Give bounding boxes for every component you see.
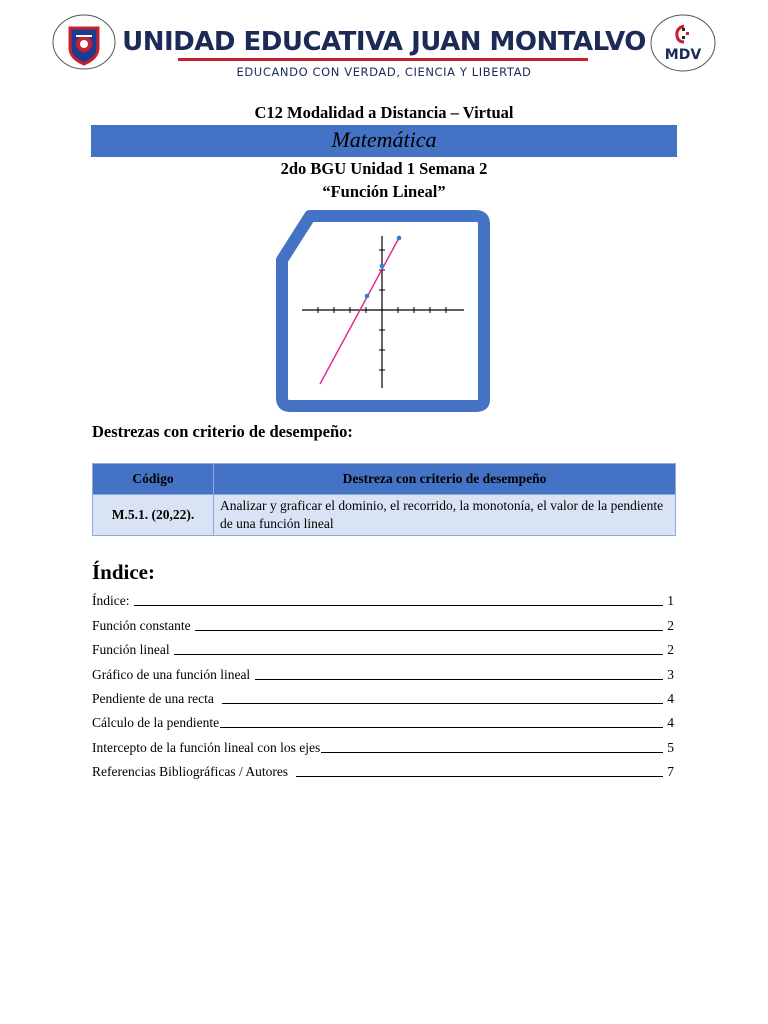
toc-entry-label: Función lineal: [92, 642, 173, 658]
linear-function-graph-icon: [272, 208, 494, 414]
subject-banner: Matemática: [91, 125, 677, 157]
school-motto: EDUCANDO CON VERDAD, CIENCIA Y LIBERTAD: [236, 65, 532, 79]
toc-leader-line: [296, 775, 663, 777]
skill-code: M.5.1. (20,22).: [93, 495, 214, 536]
toc-entry[interactable]: [92, 658, 674, 682]
toc-entry-label: Referencias Bibliográficas / Autores: [92, 764, 295, 780]
toc-leader-line: [174, 653, 663, 655]
column-header-skill: Destreza con criterio de desempeño: [214, 464, 676, 495]
toc-entry-label: Índice:: [92, 593, 133, 609]
toc-leader-line: [220, 726, 663, 728]
index-title: Índice:: [92, 560, 155, 584]
skills-table: [92, 463, 676, 536]
toc-leader-line: [195, 629, 663, 631]
toc-entry-page: 3: [667, 666, 674, 682]
toc-entry[interactable]: [92, 683, 674, 707]
toc-leader-line: [134, 604, 663, 606]
table-of-contents: [92, 585, 676, 780]
toc-entry-label: Pendiente de una recta: [92, 690, 221, 706]
toc-entry-label: Gráfico de una función lineal: [92, 666, 254, 682]
graph-point: [397, 236, 402, 241]
toc-entry-page: 5: [667, 739, 674, 755]
toc-entry-page: 2: [667, 642, 674, 658]
toc-entry[interactable]: [92, 585, 674, 609]
graph-point: [380, 264, 385, 269]
toc-entry[interactable]: [92, 609, 674, 633]
skill-description: Analizar y graficar el dominio, el recorrido, la monotonía, el valor de la pendiente de una función lineal: [214, 495, 676, 536]
toc-entry[interactable]: [92, 756, 674, 780]
toc-entry-page: 1: [667, 593, 674, 609]
mdv-logo-text: MDV: [664, 47, 702, 63]
toc-entry-page: 4: [667, 690, 674, 706]
skills-heading: Destrezas con criterio de desempeño:: [92, 422, 353, 441]
toc-entry-page: 4: [667, 715, 674, 731]
toc-entry-label: Función constante: [92, 617, 194, 633]
toc-entry-label: Cálculo de la pendiente: [92, 715, 220, 731]
toc-entry-page: 7: [667, 764, 674, 780]
toc-entry[interactable]: [92, 707, 674, 731]
table-row: [93, 495, 676, 536]
column-header-code: Código: [93, 464, 214, 495]
graph-point: [365, 294, 370, 299]
document-frame: [282, 216, 484, 406]
unit-line: 2do BGU Unidad 1 Semana 2: [280, 159, 488, 178]
toc-entry[interactable]: [92, 634, 674, 658]
toc-entry[interactable]: [92, 731, 674, 755]
toc-leader-line: [255, 678, 663, 680]
mdv-logo: [650, 14, 716, 72]
topic-title: “Función Lineal”: [322, 182, 446, 201]
toc-entry-page: 2: [667, 617, 674, 633]
toc-entry-label: Intercepto de la función lineal con los ejes: [92, 739, 321, 755]
toc-leader-line: [222, 702, 663, 704]
modality-line: C12 Modalidad a Distancia – Virtual: [254, 103, 514, 122]
toc-leader-line: [321, 751, 663, 753]
school-crest-logo: [52, 14, 116, 70]
header-divider: [178, 58, 588, 61]
school-name: UNIDAD EDUCATIVA JUAN MONTALVO: [122, 27, 646, 57]
